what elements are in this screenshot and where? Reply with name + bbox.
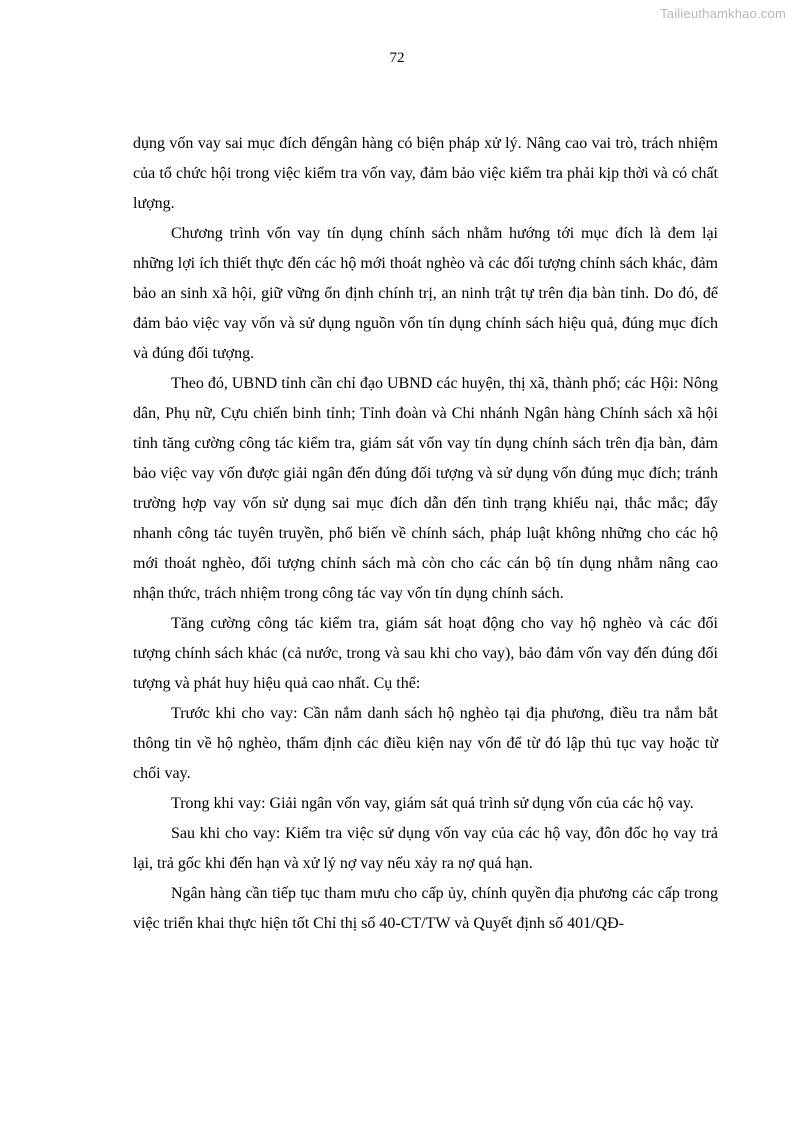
- paragraph-after-lending: Sau khi cho vay: Kiểm tra việc sử dụng vốn vay của các hộ vay, đôn đốc họ vay trả lại, trả gốc khi đến hạn và xử lý nợ vay nếu xảy ra nợ quá hạn.: [133, 825, 718, 872]
- paragraph-during-lending: Trong khi vay: Giải ngân vốn vay, giám sát quá trình sử dụng vốn của các hộ vay.: [171, 795, 694, 812]
- paragraph-ubnd-direction: Theo đó, UBND tỉnh cần chỉ đạo UBND các huyện, thị xã, thành phố; các Hội: Nông dân, Phụ nữ, Cựu chiến binh tỉnh; Tỉnh đoàn và Chi nhánh Ngân hàng Chính sách xã hội tỉnh tăng cường công tác kiểm tra, giám sát vốn vay tín dụng chính sách trên địa bàn, đảm bảo việc vay vốn được giải ngân đến đúng đối tượng và sử dụng vốn đúng mục đích; tránh trường hợp vay vốn sử dụng sai mục đích dẫn đến tình trạng khiếu nại, thắc mắc; đẩy nhanh công tác tuyên truyền, phổ biến về chính sách, pháp luật không những cho các hộ mới thoát nghèo, đối tượng chính sách mà còn cho các cán bộ tín dụng nhằm nâng cao nhận thức, trách nhiệm trong công tác vay vốn tín dụng chính sách.: [133, 375, 718, 602]
- watermark: Tailieuthamkhao.com: [660, 6, 786, 21]
- paragraph-strengthen-inspection: Tăng cường công tác kiểm tra, giám sát hoạt động cho vay hộ nghèo và các đối tượng chính sách khác (cả nước, trong và sau khi cho vay), bảo đảm vốn vay đến đúng đối tượng và phát huy hiệu quả cao nhất. Cụ thể:: [133, 615, 718, 692]
- paragraph-before-lending: Trước khi cho vay: Cần nắm danh sách hộ nghèo tại địa phương, điều tra nắm bắt thông tin về hộ nghèo, thẩm định các điều kiện nay vốn để từ đó lập thủ tục vay hoặc từ chối vay.: [133, 705, 718, 782]
- page-number: 72: [389, 50, 405, 66]
- paragraph-program-purpose: Chương trình vốn vay tín dụng chính sách nhằm hướng tới mục đích là đem lại những lợi ích thiết thực đến các hộ mới thoát nghèo và các đối tượng chính sách khác, đảm bảo an sinh xã hội, giữ vững ổn định chính trị, an ninh trật tự trên địa bàn tỉnh. Do đó, để đảm bảo việc vay vốn và sử dụng nguồn vốn tín dụng chính sách hiệu quả, đúng mục đích và đúng đối tượng.: [133, 225, 718, 362]
- paragraph-bank-advice: Ngân hàng cần tiếp tục tham mưu cho cấp ủy, chính quyền địa phương các cấp trong việc triển khai thực hiện tốt Chỉ thị số 40-CT/TW và Quyết định số 401/QĐ-: [133, 885, 718, 932]
- body-text: [133, 129, 718, 939]
- paragraph-continuation: dụng vốn vay sai mục đích đếngân hàng có biện pháp xử lý. Nâng cao vai trò, trách nhiệm của tổ chức hội trong việc kiểm tra vốn vay, đảm bảo việc kiểm tra phải kịp thời và có chất lượng.: [133, 135, 718, 212]
